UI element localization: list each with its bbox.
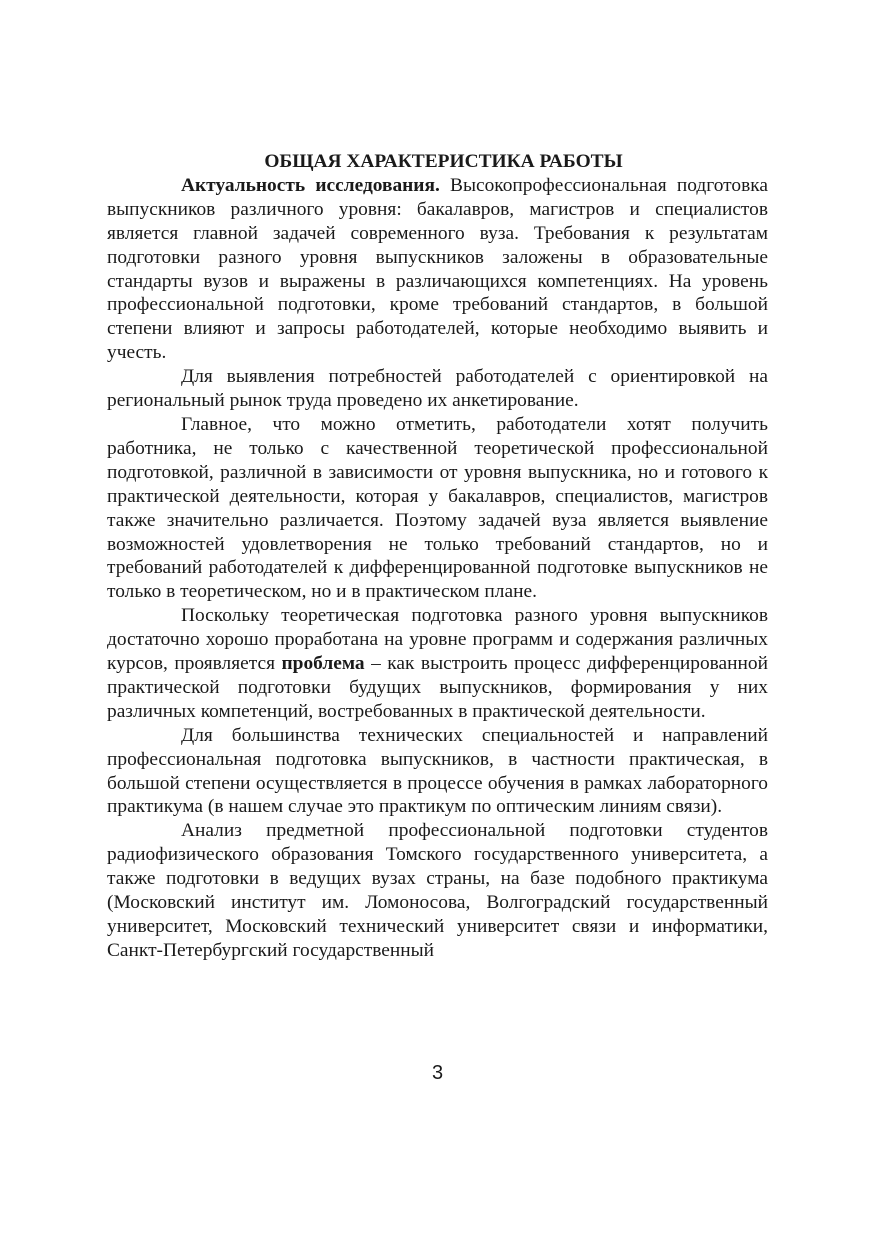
paragraph-employers: Главное, что можно отметить, работодатели хотят получить работника, не только с качественной теоретической профессиональной подготовкой, различной в зависимости от уровня выпускника, но и готового к практической деятельности, которая у бакалавров, специалистов, магистров также значительно различается. Поэтому задачей вуза является выявление возможностей удовлетворения не только требований стандартов, но и требований работодателей к дифференцированной подготовке выпускников не только в теоретическом, но и в практическом плане.	[107, 413, 768, 603]
paragraph-lab-practicum: Для большинства технических специальностей и направлений профессиональная подготовка выпускников, в частности практическая, в большой степени осуществляется в процессе обучения в рамках лабораторного практикума (в нашем случае это практикум по оптическим линиям связи).	[107, 724, 768, 818]
paragraph-text: Поскольку теоретическая подготовка разного уровня выпускников достаточно хорошо проработана на уровне программ и содержания различных курсов, проявляется	[107, 605, 768, 675]
page-number: 3	[431, 1062, 444, 1084]
body-text	[107, 150, 768, 963]
paragraph-text: – как выстроить процесс дифференцированной практической подготовки будущих выпускников, формирования у них различных компетенций, востребованных в практической деятельности.	[107, 653, 768, 722]
paragraph-analysis: Анализ предметной профессиональной подготовки студентов радиофизического образования Томского государственного университета, а также подготовки в ведущих вузах страны, на базе подобного практикума (Московский институт им. Ломоносова, Волгоградский государственный университет, Московский технический университет связи и информатики, Санкт-Петербургский государственный	[107, 820, 768, 961]
problem-keyword: проблема	[281, 653, 365, 675]
paragraph-survey: Для выявления потребностей работодателей с ориентировкой на региональный рынок труда проведено их анкетирование.	[107, 366, 768, 412]
paragraph-text: Высокопрофессиональная подготовка выпускников различного уровня: бакалавров, магистров и специалистов является главной задачей современного вуза. Требования к результатам подготовки разного уровня выпускников заложены в образовательные стандарты вузов и выражены в различающихся компетенциях. На уровень профессиональной подготовки, кроме требований стандартов, в большой степени влияют и запросы работодателей, которые необходимо выявить и учесть.	[107, 174, 768, 364]
paragraph-relevance	[107, 174, 768, 365]
section-heading: ОБЩАЯ ХАРАКТЕРИСТИКА РАБОТЫ	[264, 151, 623, 172]
paragraph-problem	[107, 604, 768, 724]
paragraph-lead: Актуальность исследования.	[181, 174, 440, 196]
